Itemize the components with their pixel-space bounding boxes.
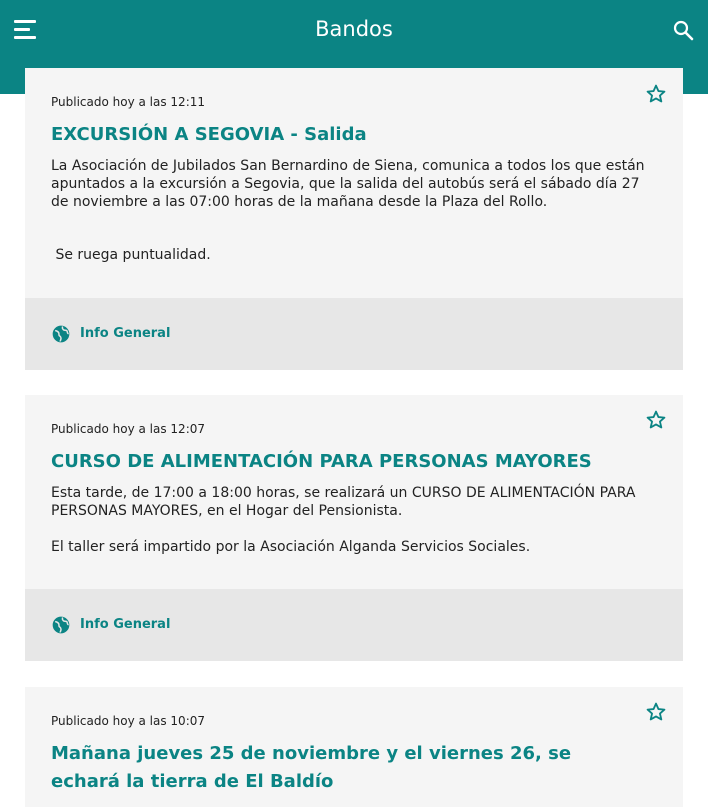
post-date: Publicado hoy a las 12:07 [51, 422, 206, 436]
post-footer [25, 298, 683, 370]
globe-icon [51, 324, 71, 344]
post-paragraph: El taller será impartido por la Asociación Alganda Servicios Sociales. [51, 539, 531, 555]
post-paragraph: Esta tarde, de 17:00 a 18:00 horas, se realizará un CURSO DE ALIMENTACIÓN PARA PERSONAS MAYORES, en el Hogar del Pensionista. [51, 485, 636, 519]
post-title[interactable]: Mañana jueves 25 de noviembre y el viernes 26, se echará la tierra de El Baldío [51, 743, 572, 792]
post-title[interactable]: EXCURSIÓN A SEGOVIA - Salida [51, 124, 367, 145]
post-card[interactable] [25, 395, 683, 661]
search-icon[interactable] [671, 18, 695, 42]
page-title: Bandos [315, 17, 393, 41]
post-card[interactable] [25, 687, 683, 807]
post-paragraph: La Asociación de Jubilados San Bernardino de Siena, comunica a todos los que están apuntados a la excursión a Segovia, que la salida del autobús será el sábado día 27 de noviembre a las 07:00 horas de la mañana desde la Plaza del Rollo. [51, 158, 645, 210]
star-icon[interactable] [645, 83, 667, 105]
post-card[interactable] [25, 68, 683, 370]
star-icon[interactable] [645, 409, 667, 431]
post-date: Publicado hoy a las 10:07 [51, 714, 206, 728]
star-icon[interactable] [645, 701, 667, 723]
post-paragraph: Se ruega puntualidad. [51, 247, 211, 263]
post-footer [25, 589, 683, 661]
post-category[interactable]: Info General [80, 326, 171, 341]
post-date: Publicado hoy a las 12:11 [51, 95, 206, 109]
post-title[interactable]: CURSO DE ALIMENTACIÓN PARA PERSONAS MAYORES [51, 451, 592, 472]
globe-icon [51, 615, 71, 635]
post-category[interactable]: Info General [80, 617, 171, 632]
